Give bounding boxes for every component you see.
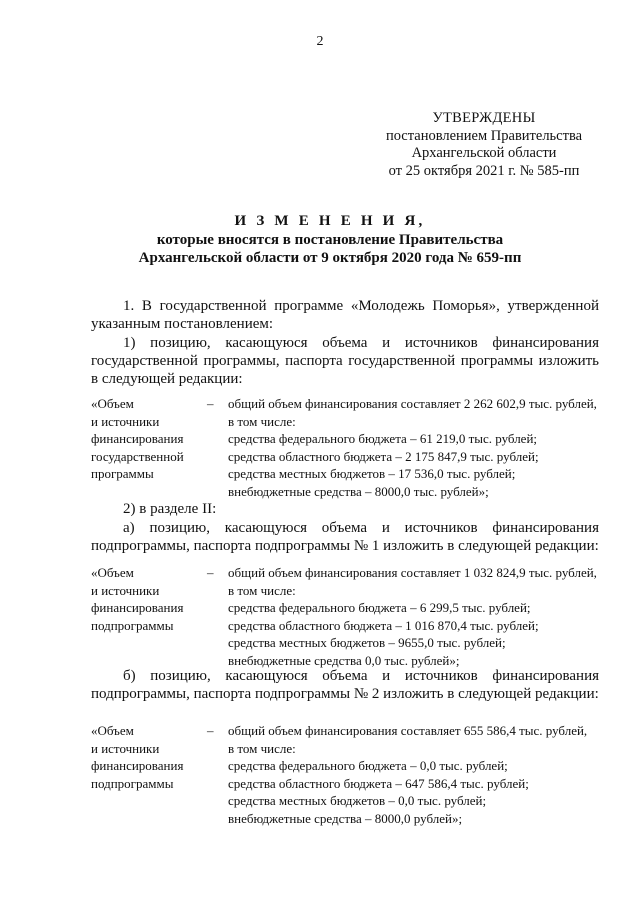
financing-item: внебюджетные средства – 8000,0 рублей»; xyxy=(228,810,463,826)
label-line: подпрограммы xyxy=(91,775,174,791)
document-heading xyxy=(60,212,600,268)
paragraph-line: государственной программы, паспорта государственной программы изложить xyxy=(91,353,599,369)
label-line: финансирования xyxy=(91,431,184,446)
financing-item: в том числе: xyxy=(228,413,296,429)
approval-stamp xyxy=(374,110,594,180)
paragraph-2b xyxy=(91,667,599,703)
financing-item: общий объем финансирования составляет 655 586,4 тыс. рублей, xyxy=(228,723,588,738)
heading-subtitle: Архангельской области от 9 октября 2020 года № 659-пп xyxy=(138,250,522,266)
approval-line: Архангельской области xyxy=(411,145,557,161)
label-line: финансирования xyxy=(91,600,184,615)
financing-item: средства местных бюджетов – 17 536,0 тыс. рублей; xyxy=(228,466,516,481)
paragraph-2 xyxy=(91,500,599,518)
financing-item: средства федерального бюджета – 0,0 тыс. рублей; xyxy=(228,758,508,773)
label-line: и источники xyxy=(91,740,160,756)
financing-item: внебюджетные средства – 8000,0 тыс. рублей»; xyxy=(228,483,489,499)
financing-item: средства областного бюджета – 1 016 870,4 тыс. рублей; xyxy=(228,617,539,633)
financing-label xyxy=(91,722,209,792)
dash: – xyxy=(207,723,214,738)
financing-item: в том числе: xyxy=(228,740,296,756)
dash: – xyxy=(207,565,214,580)
paragraph-1-1 xyxy=(91,334,599,388)
financing-item: общий объем финансирования составляет 1 032 824,9 тыс. рублей, xyxy=(228,565,597,580)
financing-item: средства областного бюджета – 2 175 847,9 тыс. рублей; xyxy=(228,448,539,464)
paragraph-line: подпрограммы, паспорта подпрограммы № 1 изложить в следующей редакции: xyxy=(91,538,599,554)
label-line: подпрограммы xyxy=(91,617,174,633)
paragraph-line: в следующей редакции: xyxy=(91,371,243,387)
label-line: и источники xyxy=(91,413,160,429)
financing-label xyxy=(91,395,209,483)
financing-item: средства областного бюджета – 647 586,4 тыс. рублей; xyxy=(228,775,529,791)
dash: – xyxy=(207,396,214,411)
page-number: 2 xyxy=(316,34,324,49)
financing-items xyxy=(228,564,613,669)
approval-date: от 25 октября 2021 г. № 585-пп xyxy=(388,162,580,179)
label-line: программы xyxy=(91,466,154,481)
label-line: государственной xyxy=(91,448,184,464)
financing-items xyxy=(228,395,613,500)
heading-subtitle: которые вносятся в постановление Правительства xyxy=(156,231,504,248)
financing-item: внебюджетные средства 0,0 тыс. рублей»; xyxy=(228,652,460,668)
label-line: «Объем xyxy=(91,396,134,411)
label-line: «Объем xyxy=(91,565,134,580)
paragraph-line: 1) позицию, касающуюся объема и источников финансирования xyxy=(123,335,599,351)
label-line: финансирования xyxy=(91,758,184,773)
financing-item: средства местных бюджетов – 0,0 тыс. рублей; xyxy=(228,793,487,808)
financing-item: в том числе: xyxy=(228,582,296,598)
approval-line: постановлением Правительства xyxy=(385,127,583,144)
financing-items xyxy=(228,722,613,827)
financing-item: средства федерального бюджета – 61 219,0 тыс. рублей; xyxy=(228,431,538,446)
approval-title: УТВЕРЖДЕНЫ xyxy=(432,110,536,126)
financing-item: средства федерального бюджета – 6 299,5 тыс. рублей; xyxy=(228,600,531,615)
financing-label xyxy=(91,564,209,634)
paragraph-line: а) позицию, касающуюся объема и источников финансирования xyxy=(123,520,599,536)
financing-item: общий объем финансирования составляет 2 262 602,9 тыс. рублей, xyxy=(228,396,597,411)
paragraph-line: указанным постановлением: xyxy=(91,316,274,332)
heading-title: И З М Е Н Е Н И Я, xyxy=(234,213,426,229)
paragraph-1 xyxy=(91,297,599,333)
paragraph-line: б) позицию, касающуюся объема и источников финансирования xyxy=(123,668,599,684)
paragraph-line: 1. В государственной программе «Молодежь Поморья», утвержденной xyxy=(123,298,599,314)
financing-item: средства местных бюджетов – 9655,0 тыс. рублей; xyxy=(228,635,506,650)
label-line: «Объем xyxy=(91,723,134,738)
paragraph-line: подпрограммы, паспорта подпрограммы № 2 изложить в следующей редакции: xyxy=(91,686,599,702)
paragraph-2a xyxy=(91,519,599,555)
label-line: и источники xyxy=(91,582,160,598)
paragraph-line: 2) в разделе II: xyxy=(123,501,217,517)
